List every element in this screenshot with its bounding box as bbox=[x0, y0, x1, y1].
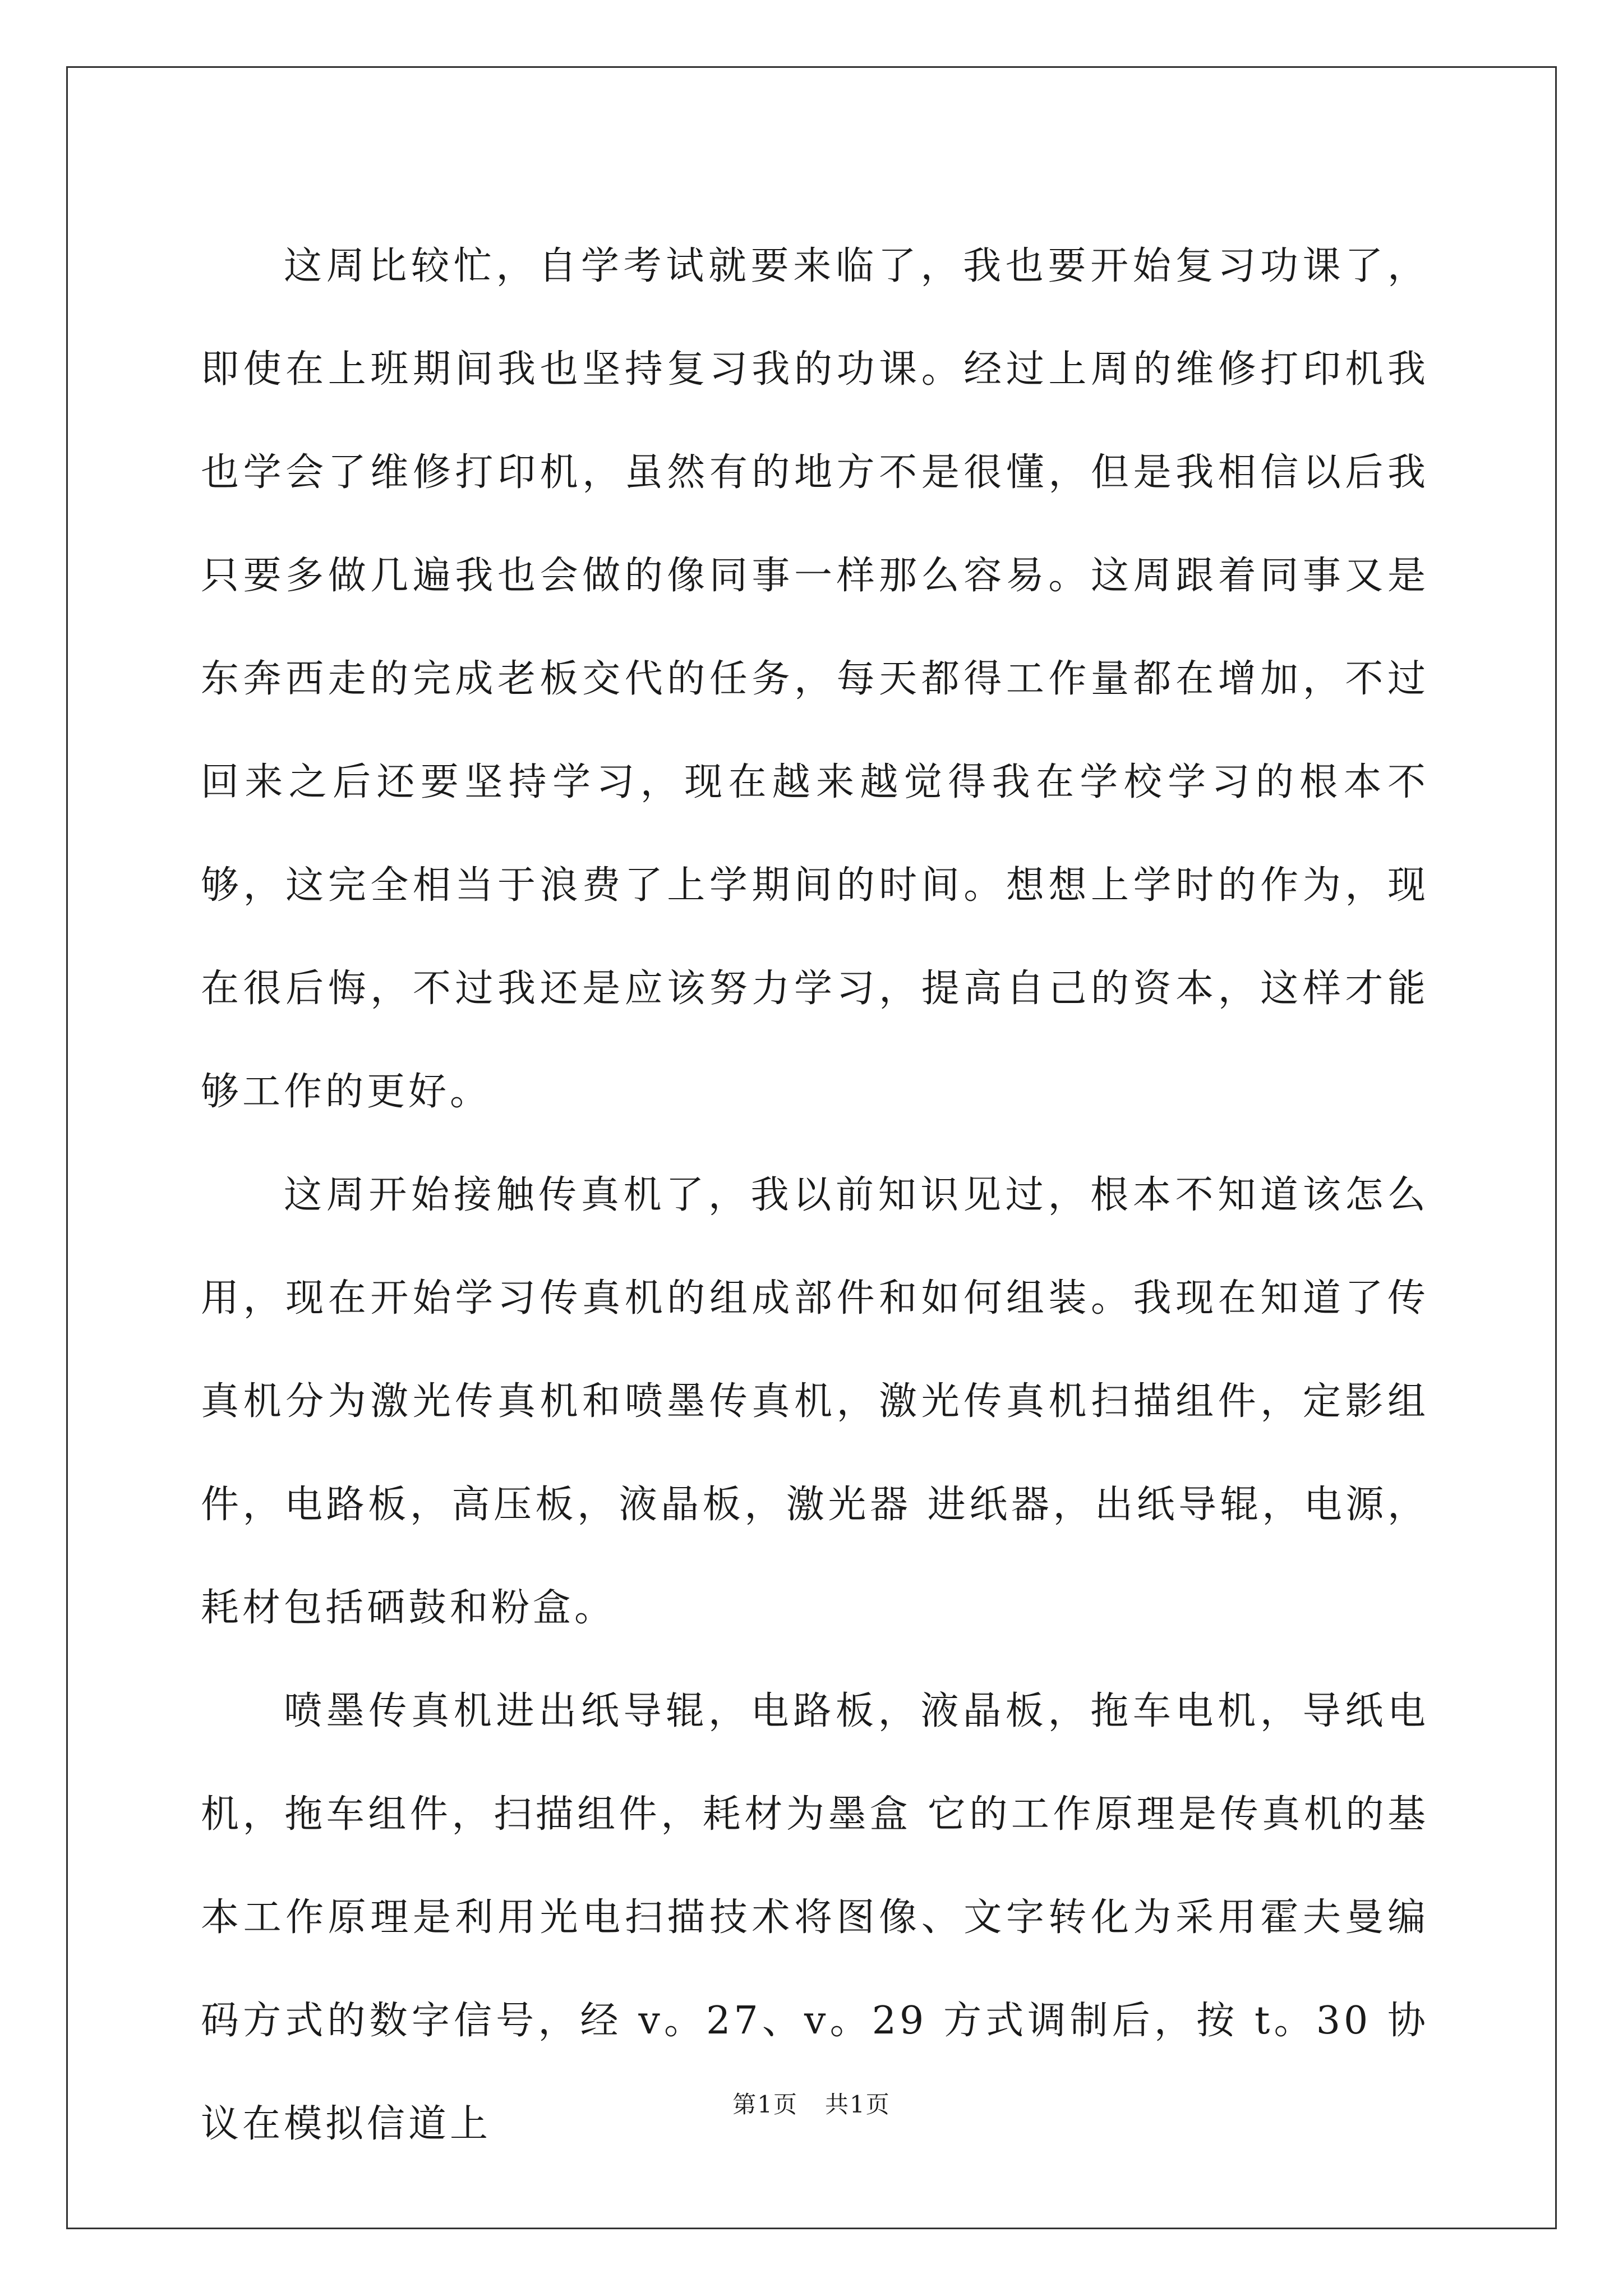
page-footer bbox=[0, 2088, 1623, 2122]
paragraph-2: 这周开始接触传真机了，我以前知识见过，根本不知道该怎么用，现在开始学习传真机的组成部件和如何组装。我现在知道了传真机分为激光传真机和喷墨传真机，激光传真机扫描组件，定影组件，电路板，高压板，液晶板，激光器 进纸器，出纸导辊，电源，耗材包括硒鼓和粉盒。 bbox=[201, 1173, 1429, 1630]
paragraph-1: 这周比较忙，自学考试就要来临了，我也要开始复习功课了，即使在上班期间我也坚持复习我的功课。经过上周的维修打印机我也学会了维修打印机，虽然有的地方不是很懂，但是我相信以后我只要多做几遍我也会做的像同事一样那么容易。这周跟着同事又是东奔西走的完成老板交代的任务，每天都得工作量都在增加，不过回来之后还要坚持学习，现在越来越觉得我在学校学习的根本不够，这完全相当于浪费了上学期间的时间。想想上学时的作为，现在很后悔，不过我还是应该努力学习，提高自己的资本，这样才能够工作的更好。 bbox=[201, 244, 1429, 1114]
document-body bbox=[201, 215, 1429, 2176]
page-total: 共1页 bbox=[825, 2091, 891, 2118]
paragraph-3: 喷墨传真机进出纸导辊，电路板，液晶板，拖车电机，导纸电机，拖车组件，扫描组件，耗材为墨盒 它的工作原理是传真机的基本工作原理是利用光电扫描技术将图像、文字转化为采用霍夫曼编码方式的数字信号，经 v。27、v。29 方式调制后，按 t。30 协议在模拟信道上 bbox=[201, 1689, 1429, 2146]
page-number: 第1页 bbox=[732, 2091, 798, 2118]
